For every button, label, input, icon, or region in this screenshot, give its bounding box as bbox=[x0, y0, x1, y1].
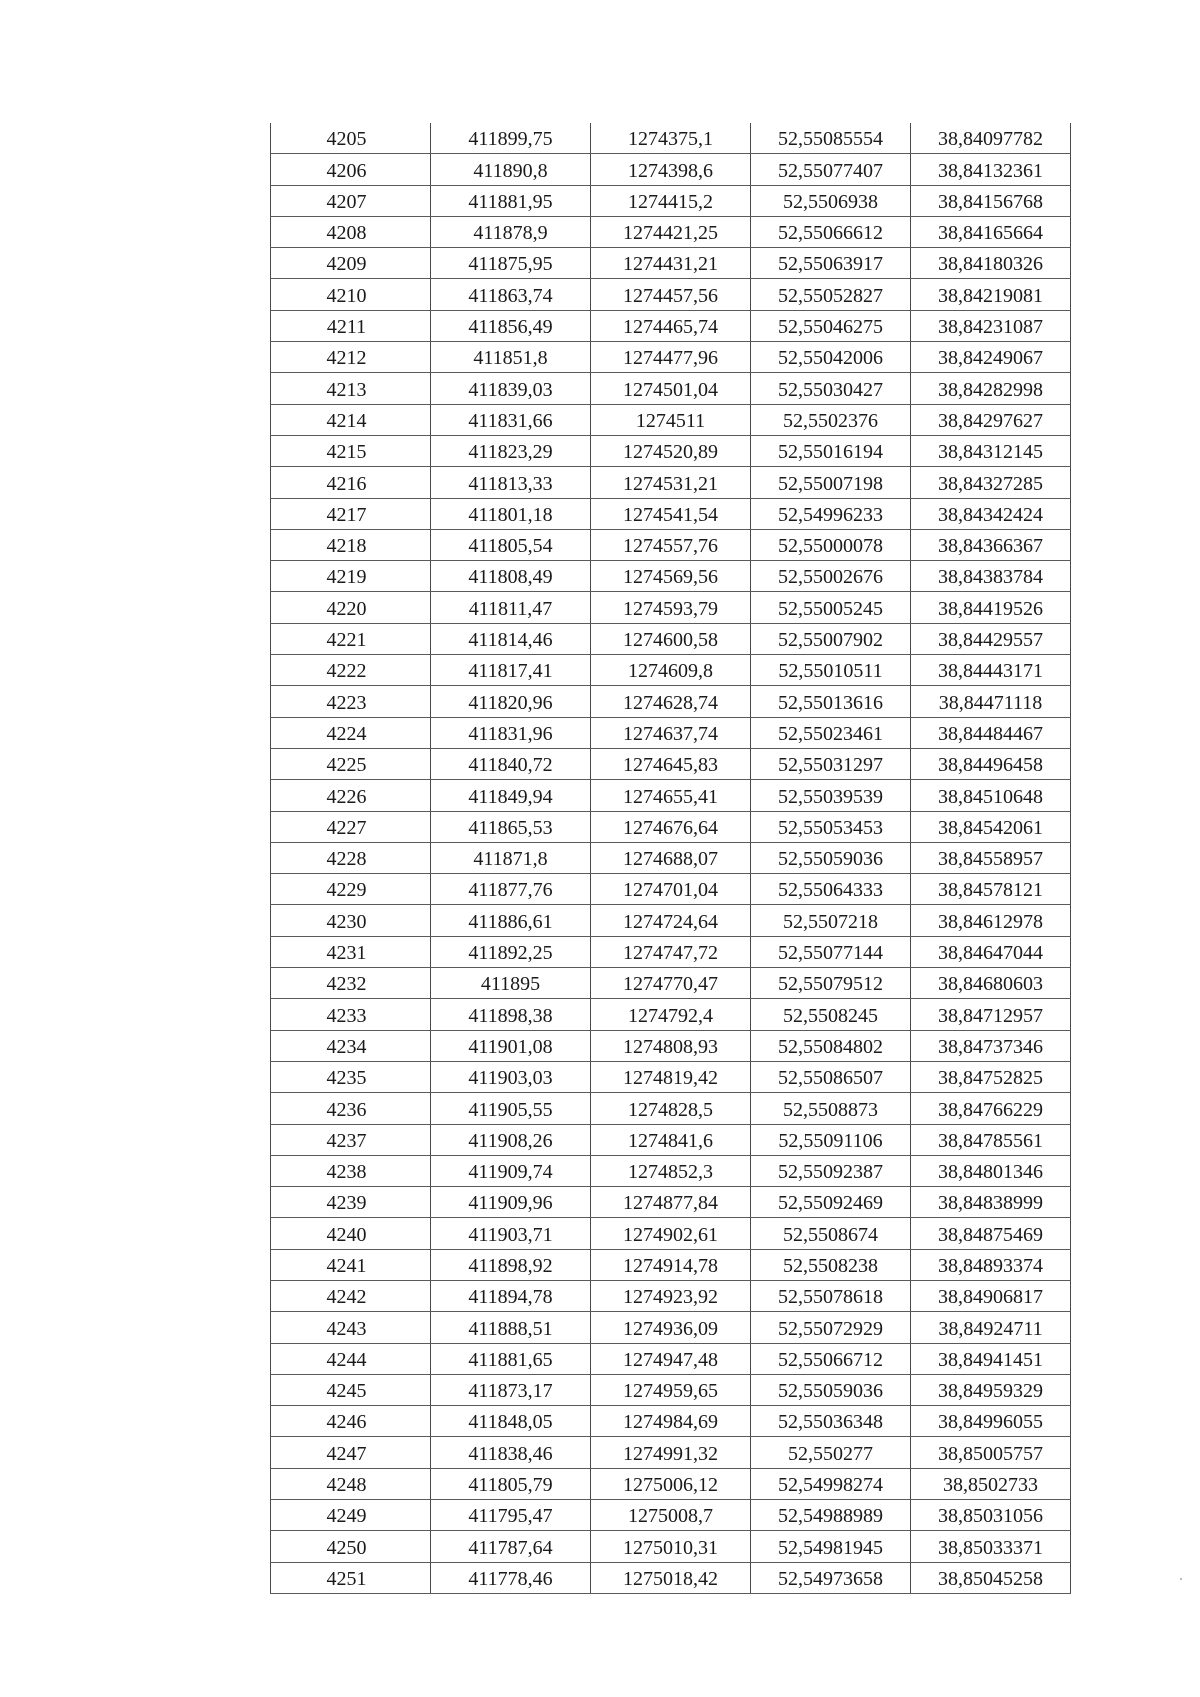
x-coordinate-cell: 411895 bbox=[431, 968, 591, 999]
table-row bbox=[271, 874, 1071, 905]
table-row bbox=[271, 279, 1071, 310]
coordinates-table bbox=[270, 123, 1071, 1594]
longitude-cell: 38,84484467 bbox=[911, 717, 1071, 748]
longitude-cell: 38,84297627 bbox=[911, 404, 1071, 435]
y-coordinate-cell: 1274991,32 bbox=[591, 1437, 751, 1468]
longitude-cell: 38,84180326 bbox=[911, 248, 1071, 279]
latitude-cell: 52,55002676 bbox=[751, 561, 911, 592]
y-coordinate-cell: 1274877,84 bbox=[591, 1187, 751, 1218]
latitude-cell: 52,55013616 bbox=[751, 686, 911, 717]
y-coordinate-cell: 1275018,42 bbox=[591, 1562, 751, 1593]
point-number-cell: 4210 bbox=[271, 279, 431, 310]
x-coordinate-cell: 411840,72 bbox=[431, 748, 591, 779]
longitude-cell: 38,84785561 bbox=[911, 1124, 1071, 1155]
latitude-cell: 52,55046275 bbox=[751, 310, 911, 341]
y-coordinate-cell: 1274655,41 bbox=[591, 780, 751, 811]
point-number-cell: 4244 bbox=[271, 1343, 431, 1374]
longitude-cell: 38,84906817 bbox=[911, 1280, 1071, 1311]
longitude-cell: 38,84231087 bbox=[911, 310, 1071, 341]
table-row bbox=[271, 310, 1071, 341]
table-row bbox=[271, 1374, 1071, 1405]
x-coordinate-cell: 411890,8 bbox=[431, 154, 591, 185]
point-number-cell: 4239 bbox=[271, 1187, 431, 1218]
x-coordinate-cell: 411814,46 bbox=[431, 623, 591, 654]
longitude-cell: 38,84680603 bbox=[911, 968, 1071, 999]
y-coordinate-cell: 1274808,93 bbox=[591, 1030, 751, 1061]
latitude-cell: 52,55085554 bbox=[751, 123, 911, 154]
x-coordinate-cell: 411881,65 bbox=[431, 1343, 591, 1374]
x-coordinate-cell: 411898,92 bbox=[431, 1249, 591, 1280]
longitude-cell: 38,84366367 bbox=[911, 529, 1071, 560]
table-row bbox=[271, 1312, 1071, 1343]
longitude-cell: 38,84941451 bbox=[911, 1343, 1071, 1374]
table-row bbox=[271, 498, 1071, 529]
y-coordinate-cell: 1274959,65 bbox=[591, 1374, 751, 1405]
latitude-cell: 52,55077144 bbox=[751, 936, 911, 967]
longitude-cell: 38,84996055 bbox=[911, 1406, 1071, 1437]
table-row bbox=[271, 905, 1071, 936]
x-coordinate-cell: 411838,46 bbox=[431, 1437, 591, 1468]
point-number-cell: 4243 bbox=[271, 1312, 431, 1343]
latitude-cell: 52,5502376 bbox=[751, 404, 911, 435]
y-coordinate-cell: 1274431,21 bbox=[591, 248, 751, 279]
point-number-cell: 4219 bbox=[271, 561, 431, 592]
table-row bbox=[271, 1531, 1071, 1562]
latitude-cell: 52,55042006 bbox=[751, 342, 911, 373]
longitude-cell: 38,84383784 bbox=[911, 561, 1071, 592]
y-coordinate-cell: 1274375,1 bbox=[591, 123, 751, 154]
table-row bbox=[271, 999, 1071, 1030]
y-coordinate-cell: 1275008,7 bbox=[591, 1500, 751, 1531]
point-number-cell: 4216 bbox=[271, 467, 431, 498]
point-number-cell: 4221 bbox=[271, 623, 431, 654]
table-row bbox=[271, 154, 1071, 185]
point-number-cell: 4237 bbox=[271, 1124, 431, 1155]
table-row bbox=[271, 1187, 1071, 1218]
longitude-cell: 38,84558957 bbox=[911, 842, 1071, 873]
point-number-cell: 4232 bbox=[271, 968, 431, 999]
y-coordinate-cell: 1274947,48 bbox=[591, 1343, 751, 1374]
longitude-cell: 38,84875469 bbox=[911, 1218, 1071, 1249]
latitude-cell: 52,55007902 bbox=[751, 623, 911, 654]
point-number-cell: 4224 bbox=[271, 717, 431, 748]
latitude-cell: 52,55066612 bbox=[751, 216, 911, 247]
x-coordinate-cell: 411787,64 bbox=[431, 1531, 591, 1562]
x-coordinate-cell: 411903,03 bbox=[431, 1061, 591, 1092]
y-coordinate-cell: 1274637,74 bbox=[591, 717, 751, 748]
table-row bbox=[271, 373, 1071, 404]
latitude-cell: 52,55010511 bbox=[751, 655, 911, 686]
latitude-cell: 52,5506938 bbox=[751, 185, 911, 216]
latitude-cell: 52,54988989 bbox=[751, 1500, 911, 1531]
point-number-cell: 4233 bbox=[271, 999, 431, 1030]
x-coordinate-cell: 411909,74 bbox=[431, 1155, 591, 1186]
y-coordinate-cell: 1274609,8 bbox=[591, 655, 751, 686]
table-row bbox=[271, 592, 1071, 623]
point-number-cell: 4234 bbox=[271, 1030, 431, 1061]
latitude-cell: 52,55092387 bbox=[751, 1155, 911, 1186]
table-row bbox=[271, 686, 1071, 717]
y-coordinate-cell: 1274923,92 bbox=[591, 1280, 751, 1311]
latitude-cell: 52,54996233 bbox=[751, 498, 911, 529]
point-number-cell: 4230 bbox=[271, 905, 431, 936]
latitude-cell: 52,55016194 bbox=[751, 435, 911, 466]
y-coordinate-cell: 1274531,21 bbox=[591, 467, 751, 498]
x-coordinate-cell: 411856,49 bbox=[431, 310, 591, 341]
point-number-cell: 4214 bbox=[271, 404, 431, 435]
y-coordinate-cell: 1274984,69 bbox=[591, 1406, 751, 1437]
longitude-cell: 38,84165664 bbox=[911, 216, 1071, 247]
latitude-cell: 52,55086507 bbox=[751, 1061, 911, 1092]
longitude-cell: 38,8502733 bbox=[911, 1468, 1071, 1499]
longitude-cell: 38,84443171 bbox=[911, 655, 1071, 686]
longitude-cell: 38,84838999 bbox=[911, 1187, 1071, 1218]
y-coordinate-cell: 1274645,83 bbox=[591, 748, 751, 779]
latitude-cell: 52,55077407 bbox=[751, 154, 911, 185]
latitude-cell: 52,55059036 bbox=[751, 842, 911, 873]
latitude-cell: 52,55036348 bbox=[751, 1406, 911, 1437]
latitude-cell: 52,55091106 bbox=[751, 1124, 911, 1155]
latitude-cell: 52,55066712 bbox=[751, 1343, 911, 1374]
x-coordinate-cell: 411892,25 bbox=[431, 936, 591, 967]
latitude-cell: 52,55000078 bbox=[751, 529, 911, 560]
x-coordinate-cell: 411875,95 bbox=[431, 248, 591, 279]
x-coordinate-cell: 411898,38 bbox=[431, 999, 591, 1030]
latitude-cell: 52,54973658 bbox=[751, 1562, 911, 1593]
longitude-cell: 38,84542061 bbox=[911, 811, 1071, 842]
longitude-cell: 38,85005757 bbox=[911, 1437, 1071, 1468]
y-coordinate-cell: 1274688,07 bbox=[591, 842, 751, 873]
point-number-cell: 4228 bbox=[271, 842, 431, 873]
longitude-cell: 38,84893374 bbox=[911, 1249, 1071, 1280]
point-number-cell: 4215 bbox=[271, 435, 431, 466]
latitude-cell: 52,55084802 bbox=[751, 1030, 911, 1061]
longitude-cell: 38,84327285 bbox=[911, 467, 1071, 498]
x-coordinate-cell: 411886,61 bbox=[431, 905, 591, 936]
latitude-cell: 52,55079512 bbox=[751, 968, 911, 999]
longitude-cell: 38,84097782 bbox=[911, 123, 1071, 154]
y-coordinate-cell: 1274557,76 bbox=[591, 529, 751, 560]
x-coordinate-cell: 411878,9 bbox=[431, 216, 591, 247]
x-coordinate-cell: 411831,66 bbox=[431, 404, 591, 435]
y-coordinate-cell: 1274724,64 bbox=[591, 905, 751, 936]
latitude-cell: 52,5508674 bbox=[751, 1218, 911, 1249]
point-number-cell: 4206 bbox=[271, 154, 431, 185]
x-coordinate-cell: 411811,47 bbox=[431, 592, 591, 623]
table-row bbox=[271, 216, 1071, 247]
longitude-cell: 38,84342424 bbox=[911, 498, 1071, 529]
point-number-cell: 4238 bbox=[271, 1155, 431, 1186]
table-row bbox=[271, 123, 1071, 154]
y-coordinate-cell: 1274541,54 bbox=[591, 498, 751, 529]
y-coordinate-cell: 1274747,72 bbox=[591, 936, 751, 967]
latitude-cell: 52,55092469 bbox=[751, 1187, 911, 1218]
longitude-cell: 38,84419526 bbox=[911, 592, 1071, 623]
latitude-cell: 52,5508873 bbox=[751, 1093, 911, 1124]
table-row bbox=[271, 1030, 1071, 1061]
longitude-cell: 38,84612978 bbox=[911, 905, 1071, 936]
y-coordinate-cell: 1274415,2 bbox=[591, 185, 751, 216]
latitude-cell: 52,55052827 bbox=[751, 279, 911, 310]
latitude-cell: 52,55063917 bbox=[751, 248, 911, 279]
table-row bbox=[271, 1155, 1071, 1186]
point-number-cell: 4249 bbox=[271, 1500, 431, 1531]
table-row bbox=[271, 185, 1071, 216]
longitude-cell: 38,84647044 bbox=[911, 936, 1071, 967]
y-coordinate-cell: 1274852,3 bbox=[591, 1155, 751, 1186]
x-coordinate-cell: 411871,8 bbox=[431, 842, 591, 873]
latitude-cell: 52,5508238 bbox=[751, 1249, 911, 1280]
point-number-cell: 4245 bbox=[271, 1374, 431, 1405]
table-row bbox=[271, 842, 1071, 873]
latitude-cell: 52,54981945 bbox=[751, 1531, 911, 1562]
table-row bbox=[271, 968, 1071, 999]
longitude-cell: 38,85031056 bbox=[911, 1500, 1071, 1531]
x-coordinate-cell: 411888,51 bbox=[431, 1312, 591, 1343]
table-row bbox=[271, 1218, 1071, 1249]
table-row bbox=[271, 529, 1071, 560]
latitude-cell: 52,55023461 bbox=[751, 717, 911, 748]
y-coordinate-cell: 1274914,78 bbox=[591, 1249, 751, 1280]
y-coordinate-cell: 1274792,4 bbox=[591, 999, 751, 1030]
longitude-cell: 38,84924711 bbox=[911, 1312, 1071, 1343]
point-number-cell: 4226 bbox=[271, 780, 431, 811]
point-number-cell: 4217 bbox=[271, 498, 431, 529]
x-coordinate-cell: 411813,33 bbox=[431, 467, 591, 498]
y-coordinate-cell: 1274477,96 bbox=[591, 342, 751, 373]
latitude-cell: 52,550277 bbox=[751, 1437, 911, 1468]
latitude-cell: 52,55064333 bbox=[751, 874, 911, 905]
latitude-cell: 52,5507218 bbox=[751, 905, 911, 936]
point-number-cell: 4208 bbox=[271, 216, 431, 247]
longitude-cell: 38,84312145 bbox=[911, 435, 1071, 466]
table-row bbox=[271, 1093, 1071, 1124]
table-row bbox=[271, 404, 1071, 435]
x-coordinate-cell: 411823,29 bbox=[431, 435, 591, 466]
y-coordinate-cell: 1274628,74 bbox=[591, 686, 751, 717]
table-row bbox=[271, 780, 1071, 811]
y-coordinate-cell: 1274520,89 bbox=[591, 435, 751, 466]
x-coordinate-cell: 411881,95 bbox=[431, 185, 591, 216]
x-coordinate-cell: 411808,49 bbox=[431, 561, 591, 592]
table-row bbox=[271, 1061, 1071, 1092]
x-coordinate-cell: 411801,18 bbox=[431, 498, 591, 529]
table-row bbox=[271, 1343, 1071, 1374]
point-number-cell: 4235 bbox=[271, 1061, 431, 1092]
x-coordinate-cell: 411863,74 bbox=[431, 279, 591, 310]
point-number-cell: 4207 bbox=[271, 185, 431, 216]
point-number-cell: 4241 bbox=[271, 1249, 431, 1280]
table-row bbox=[271, 342, 1071, 373]
point-number-cell: 4209 bbox=[271, 248, 431, 279]
point-number-cell: 4213 bbox=[271, 373, 431, 404]
y-coordinate-cell: 1274593,79 bbox=[591, 592, 751, 623]
longitude-cell: 38,84219081 bbox=[911, 279, 1071, 310]
x-coordinate-cell: 411849,94 bbox=[431, 780, 591, 811]
x-coordinate-cell: 411778,46 bbox=[431, 1562, 591, 1593]
x-coordinate-cell: 411908,26 bbox=[431, 1124, 591, 1155]
point-number-cell: 4227 bbox=[271, 811, 431, 842]
latitude-cell: 52,55059036 bbox=[751, 1374, 911, 1405]
latitude-cell: 52,55031297 bbox=[751, 748, 911, 779]
table-row bbox=[271, 655, 1071, 686]
y-coordinate-cell: 1274569,56 bbox=[591, 561, 751, 592]
y-coordinate-cell: 1274421,25 bbox=[591, 216, 751, 247]
longitude-cell: 38,84132361 bbox=[911, 154, 1071, 185]
x-coordinate-cell: 411831,96 bbox=[431, 717, 591, 748]
x-coordinate-cell: 411903,71 bbox=[431, 1218, 591, 1249]
y-coordinate-cell: 1274770,47 bbox=[591, 968, 751, 999]
x-coordinate-cell: 411909,96 bbox=[431, 1187, 591, 1218]
point-number-cell: 4211 bbox=[271, 310, 431, 341]
table-row bbox=[271, 1249, 1071, 1280]
latitude-cell: 52,54998274 bbox=[751, 1468, 911, 1499]
table-row bbox=[271, 1406, 1071, 1437]
longitude-cell: 38,84766229 bbox=[911, 1093, 1071, 1124]
point-number-cell: 4218 bbox=[271, 529, 431, 560]
point-number-cell: 4229 bbox=[271, 874, 431, 905]
table-row bbox=[271, 1437, 1071, 1468]
longitude-cell: 38,85045258 bbox=[911, 1562, 1071, 1593]
longitude-cell: 38,84471118 bbox=[911, 686, 1071, 717]
table-row bbox=[271, 561, 1071, 592]
longitude-cell: 38,84578121 bbox=[911, 874, 1071, 905]
x-coordinate-cell: 411805,54 bbox=[431, 529, 591, 560]
x-coordinate-cell: 411820,96 bbox=[431, 686, 591, 717]
longitude-cell: 38,84959329 bbox=[911, 1374, 1071, 1405]
table-row bbox=[271, 811, 1071, 842]
x-coordinate-cell: 411839,03 bbox=[431, 373, 591, 404]
y-coordinate-cell: 1274501,04 bbox=[591, 373, 751, 404]
latitude-cell: 52,55039539 bbox=[751, 780, 911, 811]
x-coordinate-cell: 411795,47 bbox=[431, 1500, 591, 1531]
y-coordinate-cell: 1274465,74 bbox=[591, 310, 751, 341]
y-coordinate-cell: 1275006,12 bbox=[591, 1468, 751, 1499]
x-coordinate-cell: 411905,55 bbox=[431, 1093, 591, 1124]
x-coordinate-cell: 411805,79 bbox=[431, 1468, 591, 1499]
y-coordinate-cell: 1274676,64 bbox=[591, 811, 751, 842]
table-row bbox=[271, 936, 1071, 967]
latitude-cell: 52,5508245 bbox=[751, 999, 911, 1030]
point-number-cell: 4225 bbox=[271, 748, 431, 779]
y-coordinate-cell: 1274701,04 bbox=[591, 874, 751, 905]
longitude-cell: 38,84156768 bbox=[911, 185, 1071, 216]
point-number-cell: 4231 bbox=[271, 936, 431, 967]
point-number-cell: 4251 bbox=[271, 1562, 431, 1593]
point-number-cell: 4222 bbox=[271, 655, 431, 686]
latitude-cell: 52,55007198 bbox=[751, 467, 911, 498]
longitude-cell: 38,84712957 bbox=[911, 999, 1071, 1030]
point-number-cell: 4250 bbox=[271, 1531, 431, 1562]
scan-speck bbox=[1180, 1578, 1182, 1580]
point-number-cell: 4246 bbox=[271, 1406, 431, 1437]
y-coordinate-cell: 1274936,09 bbox=[591, 1312, 751, 1343]
x-coordinate-cell: 411873,17 bbox=[431, 1374, 591, 1405]
latitude-cell: 52,55005245 bbox=[751, 592, 911, 623]
longitude-cell: 38,84737346 bbox=[911, 1030, 1071, 1061]
point-number-cell: 4242 bbox=[271, 1280, 431, 1311]
x-coordinate-cell: 411894,78 bbox=[431, 1280, 591, 1311]
x-coordinate-cell: 411851,8 bbox=[431, 342, 591, 373]
table-row bbox=[271, 1468, 1071, 1499]
y-coordinate-cell: 1274828,5 bbox=[591, 1093, 751, 1124]
coordinates-table-body bbox=[271, 123, 1071, 1593]
y-coordinate-cell: 1275010,31 bbox=[591, 1531, 751, 1562]
table-row bbox=[271, 748, 1071, 779]
longitude-cell: 38,84752825 bbox=[911, 1061, 1071, 1092]
point-number-cell: 4212 bbox=[271, 342, 431, 373]
table-row bbox=[271, 1280, 1071, 1311]
longitude-cell: 38,84510648 bbox=[911, 780, 1071, 811]
latitude-cell: 52,55072929 bbox=[751, 1312, 911, 1343]
longitude-cell: 38,84801346 bbox=[911, 1155, 1071, 1186]
point-number-cell: 4220 bbox=[271, 592, 431, 623]
point-number-cell: 4223 bbox=[271, 686, 431, 717]
y-coordinate-cell: 1274457,56 bbox=[591, 279, 751, 310]
y-coordinate-cell: 1274819,42 bbox=[591, 1061, 751, 1092]
longitude-cell: 38,85033371 bbox=[911, 1531, 1071, 1562]
x-coordinate-cell: 411901,08 bbox=[431, 1030, 591, 1061]
table-row bbox=[271, 717, 1071, 748]
longitude-cell: 38,84429557 bbox=[911, 623, 1071, 654]
y-coordinate-cell: 1274902,61 bbox=[591, 1218, 751, 1249]
x-coordinate-cell: 411848,05 bbox=[431, 1406, 591, 1437]
x-coordinate-cell: 411899,75 bbox=[431, 123, 591, 154]
x-coordinate-cell: 411817,41 bbox=[431, 655, 591, 686]
table-row bbox=[271, 1124, 1071, 1155]
table-row bbox=[271, 248, 1071, 279]
table-row bbox=[271, 1500, 1071, 1531]
y-coordinate-cell: 1274600,58 bbox=[591, 623, 751, 654]
point-number-cell: 4248 bbox=[271, 1468, 431, 1499]
longitude-cell: 38,84282998 bbox=[911, 373, 1071, 404]
latitude-cell: 52,55053453 bbox=[751, 811, 911, 842]
point-number-cell: 4236 bbox=[271, 1093, 431, 1124]
point-number-cell: 4247 bbox=[271, 1437, 431, 1468]
x-coordinate-cell: 411877,76 bbox=[431, 874, 591, 905]
point-number-cell: 4205 bbox=[271, 123, 431, 154]
y-coordinate-cell: 1274511 bbox=[591, 404, 751, 435]
y-coordinate-cell: 1274398,6 bbox=[591, 154, 751, 185]
table-row bbox=[271, 623, 1071, 654]
x-coordinate-cell: 411865,53 bbox=[431, 811, 591, 842]
table-row bbox=[271, 435, 1071, 466]
longitude-cell: 38,84249067 bbox=[911, 342, 1071, 373]
latitude-cell: 52,55030427 bbox=[751, 373, 911, 404]
point-number-cell: 4240 bbox=[271, 1218, 431, 1249]
longitude-cell: 38,84496458 bbox=[911, 748, 1071, 779]
table-row bbox=[271, 467, 1071, 498]
y-coordinate-cell: 1274841,6 bbox=[591, 1124, 751, 1155]
table-row bbox=[271, 1562, 1071, 1593]
latitude-cell: 52,55078618 bbox=[751, 1280, 911, 1311]
